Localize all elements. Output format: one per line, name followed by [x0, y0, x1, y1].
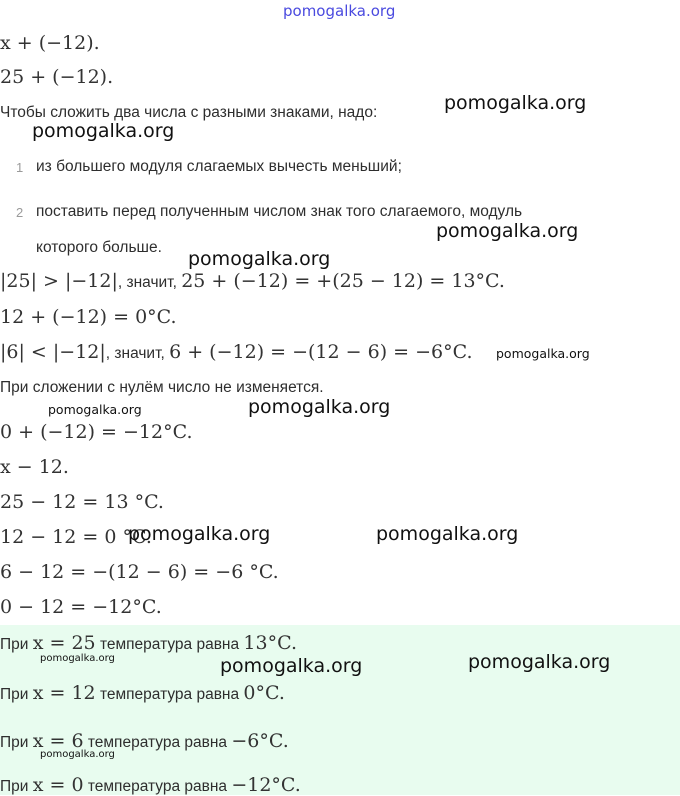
- list-item-number: 2: [16, 205, 24, 220]
- list-item-number: 1: [16, 160, 24, 175]
- expr-sum-25: 25 + (−12).: [0, 66, 114, 88]
- list-item-text-continued: которого больше.: [36, 239, 162, 256]
- answer-text: температура равна: [83, 734, 232, 751]
- watermark: pomogalka.org: [468, 651, 611, 673]
- modulus-compare-6: [0, 341, 473, 363]
- watermark: pomogalka.org: [496, 346, 590, 361]
- expr-12-plus: 12 + (−12) = 0°C.: [0, 306, 177, 328]
- expr-0-minus: 0 − 12 = −12°C.: [0, 596, 162, 618]
- expr-25-minus: 25 − 12 = 13 °C.: [0, 491, 164, 513]
- expr-6-minus: 6 − 12 = −(12 − 6) = −6 °C.: [0, 561, 279, 583]
- math-inline: −6°C.: [231, 730, 289, 752]
- expr-diff-x: x − 12.: [0, 456, 69, 478]
- expr-0-plus: 0 + (−12) = −12°C.: [0, 421, 193, 443]
- modulus-compare-25: [0, 270, 505, 292]
- answer-text: температура равна: [95, 686, 244, 703]
- math-inline: |25| > |−12|: [0, 270, 118, 292]
- math-inline: 6 + (−12) = −(12 − 6) = −6°C.: [169, 341, 473, 363]
- watermark: pomogalka.org: [444, 92, 587, 114]
- watermark: pomogalka.org: [188, 248, 331, 270]
- math-inline: −12°C.: [231, 774, 301, 796]
- answer-text: температура равна: [83, 778, 232, 795]
- answer-text: температура равна: [95, 636, 244, 653]
- watermark: pomogalka.org: [40, 749, 115, 760]
- answer-row: [0, 774, 301, 796]
- word-znachit: , значит,: [117, 274, 182, 291]
- math-inline: 25 + (−12) = +(25 − 12) = 13°C.: [181, 270, 505, 292]
- watermark-top: pomogalka.org: [283, 2, 396, 20]
- answer-row: [0, 632, 297, 654]
- math-inline: 0°C.: [243, 682, 285, 704]
- zero-rule: При сложении с нулём число не изменяется.: [0, 379, 324, 396]
- math-inline: x = 25: [32, 632, 96, 654]
- word-znachit: , значит,: [105, 345, 170, 362]
- answer-pri: При: [0, 686, 33, 703]
- watermark: pomogalka.org: [32, 120, 175, 142]
- watermark: pomogalka.org: [40, 653, 115, 664]
- answer-pri: При: [0, 734, 33, 751]
- answer-row: [0, 682, 285, 704]
- watermark: pomogalka.org: [248, 396, 391, 418]
- watermark: pomogalka.org: [128, 523, 271, 545]
- watermark: pomogalka.org: [220, 655, 363, 677]
- math-inline: x = 12: [32, 682, 96, 704]
- math-inline: x = 0: [32, 774, 84, 796]
- math-inline: 13°C.: [243, 632, 297, 654]
- expr-12-minus: 12 − 12 = 0 °C.: [0, 526, 152, 548]
- watermark: pomogalka.org: [48, 402, 142, 417]
- expr-sum-x: x + (−12).: [0, 32, 100, 54]
- math-inline: x = 6: [32, 730, 84, 752]
- watermark: pomogalka.org: [436, 220, 579, 242]
- answer-pri: При: [0, 778, 33, 795]
- list-item-text: из большего модуля слагаемых вычесть меньший;: [36, 158, 402, 175]
- list-item-text: поставить перед полученным числом знак того слагаемого, модуль: [36, 203, 523, 220]
- watermark: pomogalka.org: [376, 523, 519, 545]
- rule-different-signs: Чтобы сложить два числа с разными знаками, надо:: [0, 104, 378, 121]
- answer-pri: При: [0, 636, 33, 653]
- math-inline: |6| < |−12|: [0, 341, 106, 363]
